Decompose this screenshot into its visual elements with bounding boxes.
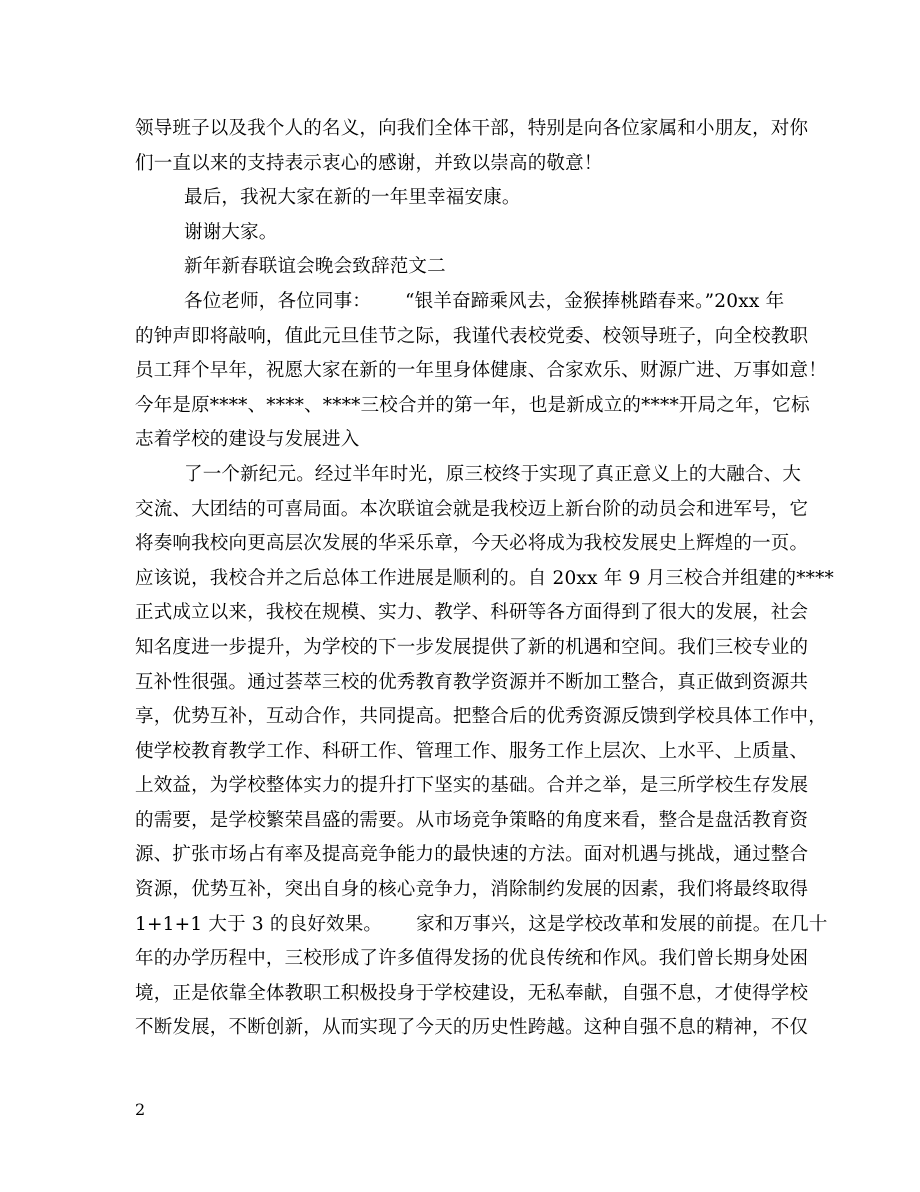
text-line: 谢谢大家。 [184, 221, 278, 243]
text-line: 将奏响我校向更高层次发展的华采乐章，今天必将成为我校发展史上辉煌的一页。 [135, 533, 809, 555]
page-number: 2 [135, 1100, 146, 1119]
harmony-phrase: 家和万事兴，这是学校改革和发展的前提。在几十 [416, 913, 828, 935]
text-line: 不断发展，不断创新，从而实现了今天的历史性跨越。这种自强不息的精神，不仅 [135, 1017, 809, 1039]
text-line: 上效益，为学校整体实力的提升打下坚实的基础。合并之举，是三所学校生存发展 [135, 775, 809, 797]
text-line: 最后，我祝大家在新的一年里幸福安康。 [184, 187, 521, 209]
text-line: 境，正是依靠全体教职工积极投身于学校建设，无私奉献，自强不息，才使得学校 [135, 982, 809, 1004]
text-line: 享，优势互补，互动合作，共同提高。把整合后的优秀资源反馈到学校具体工作中， [135, 706, 827, 728]
text-line: 的钟声即将敲响，值此元旦佳节之际，我谨代表校党委、校领导班子，向全校教职 [135, 325, 809, 347]
result-phrase: 1+1+1 大于 3 的良好效果。 [135, 913, 383, 935]
text-line: 源、扩张市场占有率及提高竞争能力的最快速的方法。面对机遇与挑战，通过整合 [135, 844, 809, 866]
document-body [135, 112, 835, 1046]
text-line [135, 908, 828, 943]
text-line: 应该说，我校合并之后总体工作进展是顺利的。自 20xx 年 9 月三校合并组建的**** [135, 567, 835, 589]
text-line: 互补性很强。通过荟萃三校的优秀教育教学资源并不断加工整合，真正做到资源共 [135, 671, 809, 693]
salutation: 各位老师，各位同事： [184, 290, 372, 312]
text-line: 年的办学历程中，三校形成了许多值得发扬的优良传统和作风。我们曾长期身处困 [135, 948, 809, 970]
text-line: 资源，优势互补，突出自身的核心竞争力，消除制约发展的因素，我们将最终取得 [135, 879, 809, 901]
section-heading: 新年新春联谊会晚会致辞范文二 [184, 256, 446, 278]
text-line: 领导班子以及我个人的名义，向我们全体干部，特别是向各位家属和小朋友，对你 [135, 118, 809, 139]
text-line: 今年是原****、****、****三校合并的第一年，也是新成立的****开局之年，它标 [135, 394, 810, 416]
opening-quote: “银羊奋蹄乘风去，金猴捧桃踏春来。”20xx 年 [405, 290, 785, 312]
text-line [135, 285, 797, 320]
text-line: 交流、大团结的可喜局面。本次联谊会就是我校迈上新台阶的动员会和进军号，它 [135, 498, 809, 520]
text-line: 使学校教育教学工作、科研工作、管理工作、服务工作上层次、上水平、上质量、 [135, 740, 809, 762]
text-line: 志着学校的建设与发展进入 [135, 429, 360, 451]
text-line: 的需要，是学校繁荣昌盛的需要。从市场竞争策略的角度来看，整合是盘活教育资 [135, 809, 809, 831]
text-line: 员工拜个早年，祝愿大家在新的一年里身体健康、合家欢乐、财源广进、万事如意！ [135, 360, 827, 382]
text-line: 正式成立以来，我校在规模、实力、教学、科研等各方面得到了很大的发展，社会 [135, 602, 809, 624]
text-line: 了一个新纪元。经过半年时光，原三校终于实现了真正意义上的大融合、大 [184, 463, 802, 485]
text-line: 知名度进一步提升，为学校的下一步发展提供了新的机遇和空间。我们三校专业的 [135, 636, 809, 658]
text-line: 们一直以来的支持表示衷心的感谢，并致以崇高的敬意！ [135, 152, 603, 174]
